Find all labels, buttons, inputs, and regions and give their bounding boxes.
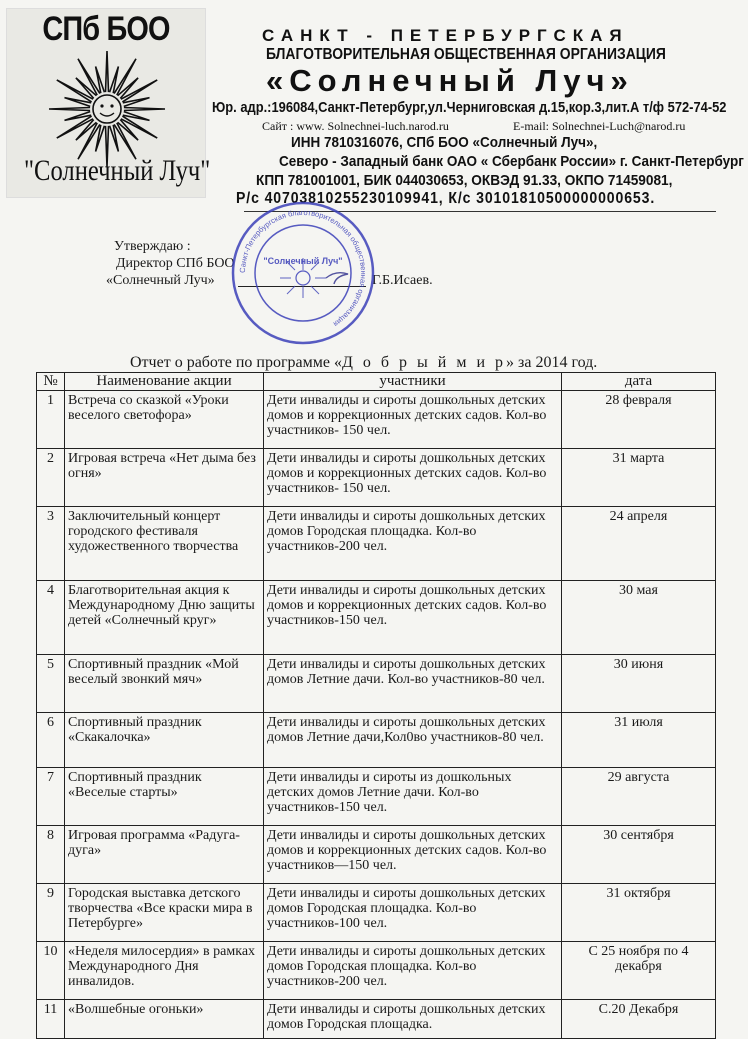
header-accounts: Р/с 40703810255230109941, К/с 30101810500000000653. [236,190,656,207]
cell-participants: Дети инвалиды и сироты дошкольных детских домов Летние дачи. Кол-во участников-80 чел. [264,655,562,713]
cell-event-name: Игровая встреча «Нет дыма без огня» [65,449,264,507]
cell-event-name: Благотворительная акция к Международному Дню защиты детей «Солнечный круг» [65,581,264,655]
cell-number: 3 [37,507,65,581]
cell-number: 6 [37,713,65,768]
cell-date: С 25 ноября по 4 декабря [562,942,716,1000]
logo-name: "Солнечный Луч" [24,154,211,187]
report-table [36,372,716,1039]
organization-logo [6,8,211,198]
header-email: E-mail: Solnechnei-Luch@narod.ru [513,119,686,133]
table-row [37,713,716,768]
organization-stamp [228,198,378,348]
cell-participants: Дети инвалиды и сироты дошкольных детских домов Летние дачи,Кол0во участников-80 чел. [264,713,562,768]
sun-icon [46,48,168,170]
cell-number: 8 [37,826,65,884]
cell-number: 4 [37,581,65,655]
table-row [37,449,716,507]
table-row [37,655,716,713]
approval-line-3: «Солнечный Луч» [106,273,215,288]
cell-date: 24 апреля [562,507,716,581]
table-row [37,768,716,826]
cell-date: 30 июня [562,655,716,713]
cell-event-name: Спортивный праздник «Веселые старты» [65,768,264,826]
table-header-row [37,373,716,391]
table-row [37,581,716,655]
cell-event-name: Спортивный праздник «Скакалочка» [65,713,264,768]
cell-number: 2 [37,449,65,507]
cell-date: 31 марта [562,449,716,507]
header-date: дата [562,373,716,391]
header-org-name: «Солнечный Луч» [266,63,634,98]
header-website: Сайт : www. Solnechnei-luch.narod.ru [262,119,449,133]
header-address: Юр. адр.:196084,Санкт-Петербург,ул.Черниговская д.15,кор.3,лит.А т/ф 572-74-52 [212,99,727,116]
cell-date: 28 февраля [562,391,716,449]
header-city: САНКТ - ПЕТЕРБУРГСКАЯ [262,26,629,45]
table-row [37,507,716,581]
header-participants: участники [264,373,562,391]
cell-participants: Дети инвалиды и сироты дошкольных детских домов Городская площадка. Кол-во участников-100 чел. [264,884,562,942]
header-org-type: БЛАГОТВОРИТЕЛЬНАЯ ОБЩЕСТВЕННАЯ ОРГАНИЗАЦИЯ [266,46,666,63]
approval-signatory: Г.Б.Исаев. [372,273,433,288]
cell-date: 30 сентября [562,826,716,884]
logo-abbreviation: СПб БОО [42,10,170,48]
table-row [37,942,716,1000]
cell-date: 31 июля [562,713,716,768]
cell-participants: Дети инвалиды и сироты дошкольных детских домов Городская площадка. Кол-во участников-200 чел. [264,507,562,581]
cell-number: 1 [37,391,65,449]
cell-number: 10 [37,942,65,1000]
table-row [37,826,716,884]
cell-date: 29 августа [562,768,716,826]
cell-participants: Дети инвалиды и сироты дошкольных детских домов и коррекционных детских садов. Кол-во участников—150 чел. [264,826,562,884]
program-name: Д о б р ы й м и р [341,354,507,371]
approval-line-1: Утверждаю : [114,239,191,254]
stamp-outer-text: Санкт-Петербургская благотворительная общественная организация [237,207,369,329]
cell-participants: Дети инвалиды и сироты дошкольных детских домов и коррекционных детских садов. Кол-во участников- 150 чел. [264,391,562,449]
cell-event-name: Городская выставка детского творчества «Все краски мира в Петербурге» [65,884,264,942]
cell-event-name: Игровая программа «Радуга-дуга» [65,826,264,884]
cell-number: 9 [37,884,65,942]
cell-number: 5 [37,655,65,713]
header-number: № [37,373,65,391]
cell-date: С.20 Декабря [562,1000,716,1039]
approval-line-2: Директор СПб БОО [116,256,235,271]
cell-event-name: «Неделя милосердия» в рамках Международного Дня инвалидов. [65,942,264,1000]
stamp-center-text: "Солнечный Луч" [263,256,343,266]
header-bank: Северо - Западный банк ОАО « Сбербанк России» г. Санкт-Петербург [279,153,744,170]
table-row [37,1000,716,1039]
cell-number: 11 [37,1000,65,1039]
header-inn: ИНН 7810316076, СПб БОО «Солнечный Луч», [291,134,598,151]
cell-event-name: Спортивный праздник «Мой веселый звонкий мяч» [65,655,264,713]
table-row [37,884,716,942]
report-title-prefix: Отчет о работе по программе « [130,354,342,371]
cell-event-name: Заключительный концерт городского фестиваля художественного творчества [65,507,264,581]
header-event-name: Наименование акции [65,373,264,391]
table-row [37,391,716,449]
cell-number: 7 [37,768,65,826]
report-title-suffix: » за 2014 год. [506,354,598,371]
report-title [130,354,597,372]
cell-date: 30 мая [562,581,716,655]
cell-participants: Дети инвалиды и сироты дошкольных детских домов Городская площадка. [264,1000,562,1039]
header-kpp: КПП 781001001, БИК 044030653, ОКВЭД 91.33, ОКПО 71459081, [256,172,673,189]
cell-event-name: Встреча со сказкой «Уроки веселого светофора» [65,391,264,449]
cell-participants: Дети инвалиды и сироты из дошкольных детских домов Летние дачи. Кол-во участников-150 чел. [264,768,562,826]
cell-date: 31 октября [562,884,716,942]
cell-event-name: «Волшебные огоньки» [65,1000,264,1039]
cell-participants: Дети инвалиды и сироты дошкольных детских домов и коррекционных детских садов. Кол-во участников-150 чел. [264,581,562,655]
cell-participants: Дети инвалиды и сироты дошкольных детских домов Городская площадка. Кол-во участников-200 чел. [264,942,562,1000]
cell-participants: Дети инвалиды и сироты дошкольных детских домов и коррекционных детских садов. Кол-во участников- 150 чел. [264,449,562,507]
